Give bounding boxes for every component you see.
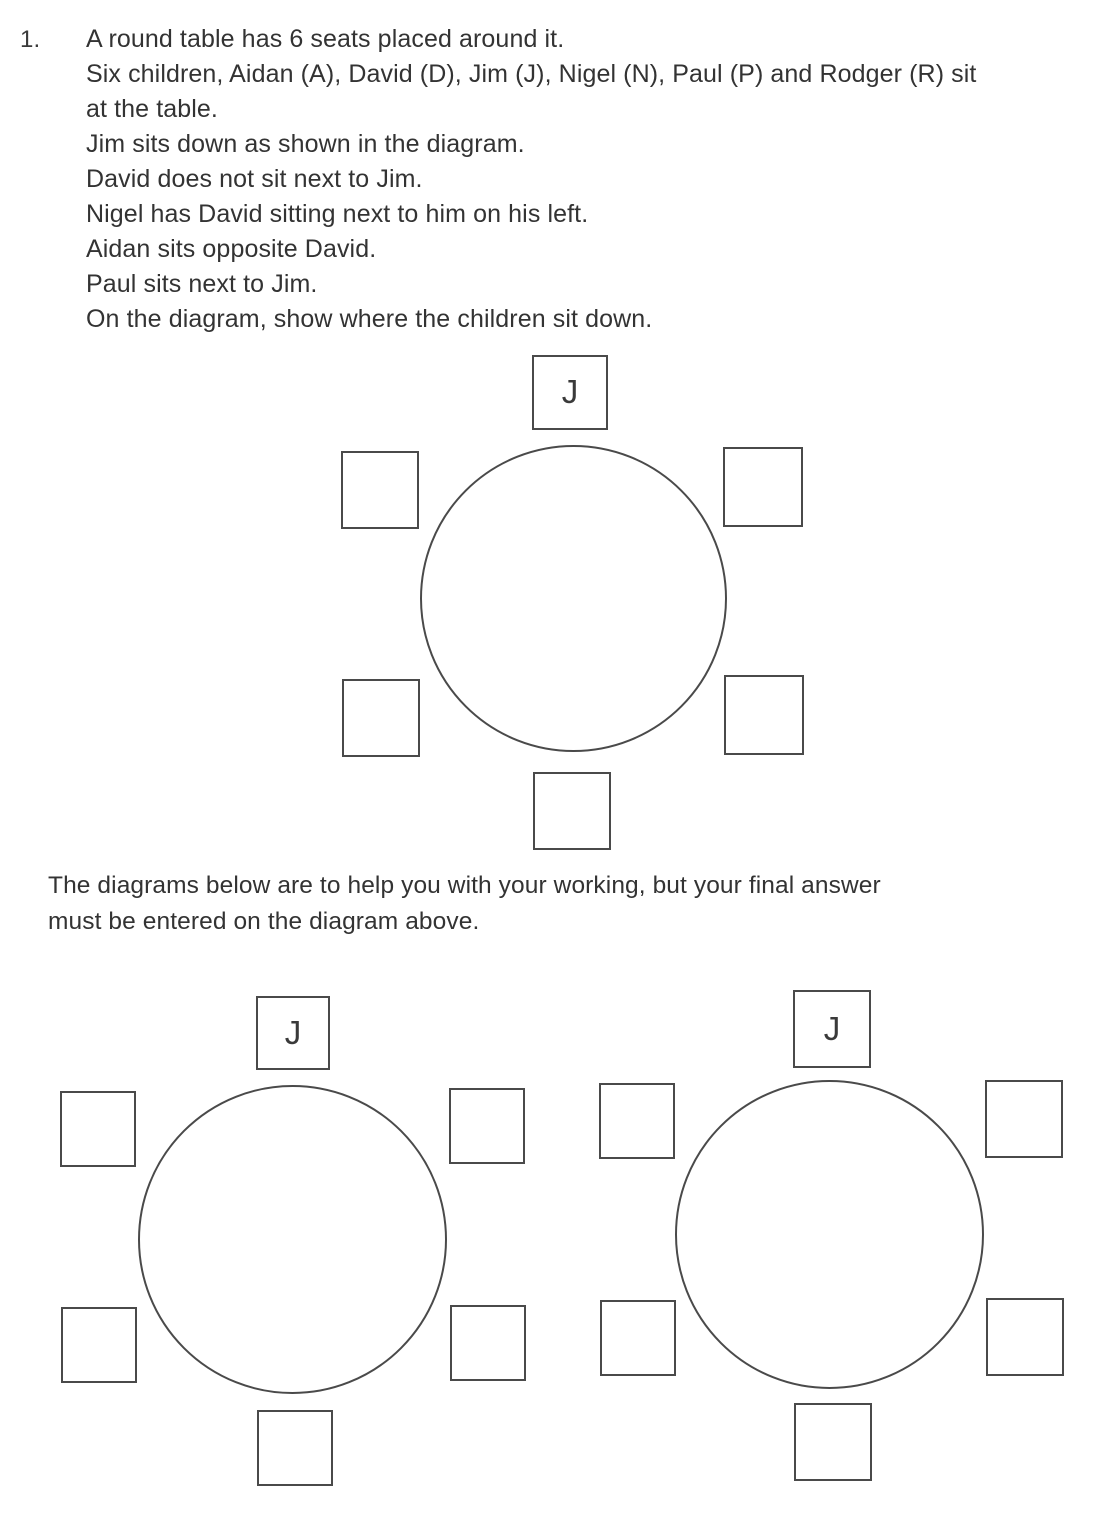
question-line: On the diagram, show where the children sit down. xyxy=(86,305,653,333)
seat-top[interactable] xyxy=(256,996,330,1070)
main-table-diagram xyxy=(320,345,840,865)
seat-bottom[interactable] xyxy=(533,772,611,850)
question-number: 1. xyxy=(20,26,41,53)
round-table-shape xyxy=(138,1085,447,1394)
seat-lower-right[interactable] xyxy=(724,675,804,755)
seat-lower-left[interactable] xyxy=(342,679,420,757)
seat-lower-left[interactable] xyxy=(600,1300,676,1376)
seat-lower-right[interactable] xyxy=(450,1305,526,1381)
seat-upper-right[interactable] xyxy=(723,447,803,527)
working-table-diagram-right xyxy=(585,985,1105,1505)
seat-top[interactable] xyxy=(532,355,608,430)
seat-top[interactable] xyxy=(793,990,871,1068)
seat-label: J xyxy=(284,1013,302,1051)
seat-bottom[interactable] xyxy=(794,1403,872,1481)
question-line: Aidan sits opposite David. xyxy=(86,235,377,263)
seat-upper-left[interactable] xyxy=(341,451,419,529)
seat-lower-left[interactable] xyxy=(61,1307,137,1383)
working-note-line: The diagrams below are to help you with your working, but your final answer xyxy=(48,872,881,899)
question-line: Nigel has David sitting next to him on his left. xyxy=(86,200,589,228)
working-note xyxy=(48,868,1068,940)
seat-upper-right[interactable] xyxy=(449,1088,525,1164)
question-text xyxy=(86,22,1106,337)
working-table-diagram-left xyxy=(50,985,570,1505)
round-table-shape xyxy=(675,1080,984,1389)
seat-lower-right[interactable] xyxy=(986,1298,1064,1376)
seat-upper-right[interactable] xyxy=(985,1080,1063,1158)
question-line: at the table. xyxy=(86,95,218,123)
question-line: A round table has 6 seats placed around it. xyxy=(86,25,565,53)
seat-label: J xyxy=(823,1009,841,1047)
question-line: David does not sit next to Jim. xyxy=(86,165,423,193)
seat-label: J xyxy=(561,373,579,410)
question-line: Six children, Aidan (A), David (D), Jim (J), Nigel (N), Paul (P) and Rodger (R) sit xyxy=(86,60,977,88)
seat-upper-left[interactable] xyxy=(60,1091,136,1167)
seat-upper-left[interactable] xyxy=(599,1083,675,1159)
round-table-shape xyxy=(420,445,727,752)
question-line: Paul sits next to Jim. xyxy=(86,270,318,298)
working-note-line: must be entered on the diagram above. xyxy=(48,908,480,935)
seat-bottom[interactable] xyxy=(257,1410,333,1486)
question-line: Jim sits down as shown in the diagram. xyxy=(86,130,525,158)
